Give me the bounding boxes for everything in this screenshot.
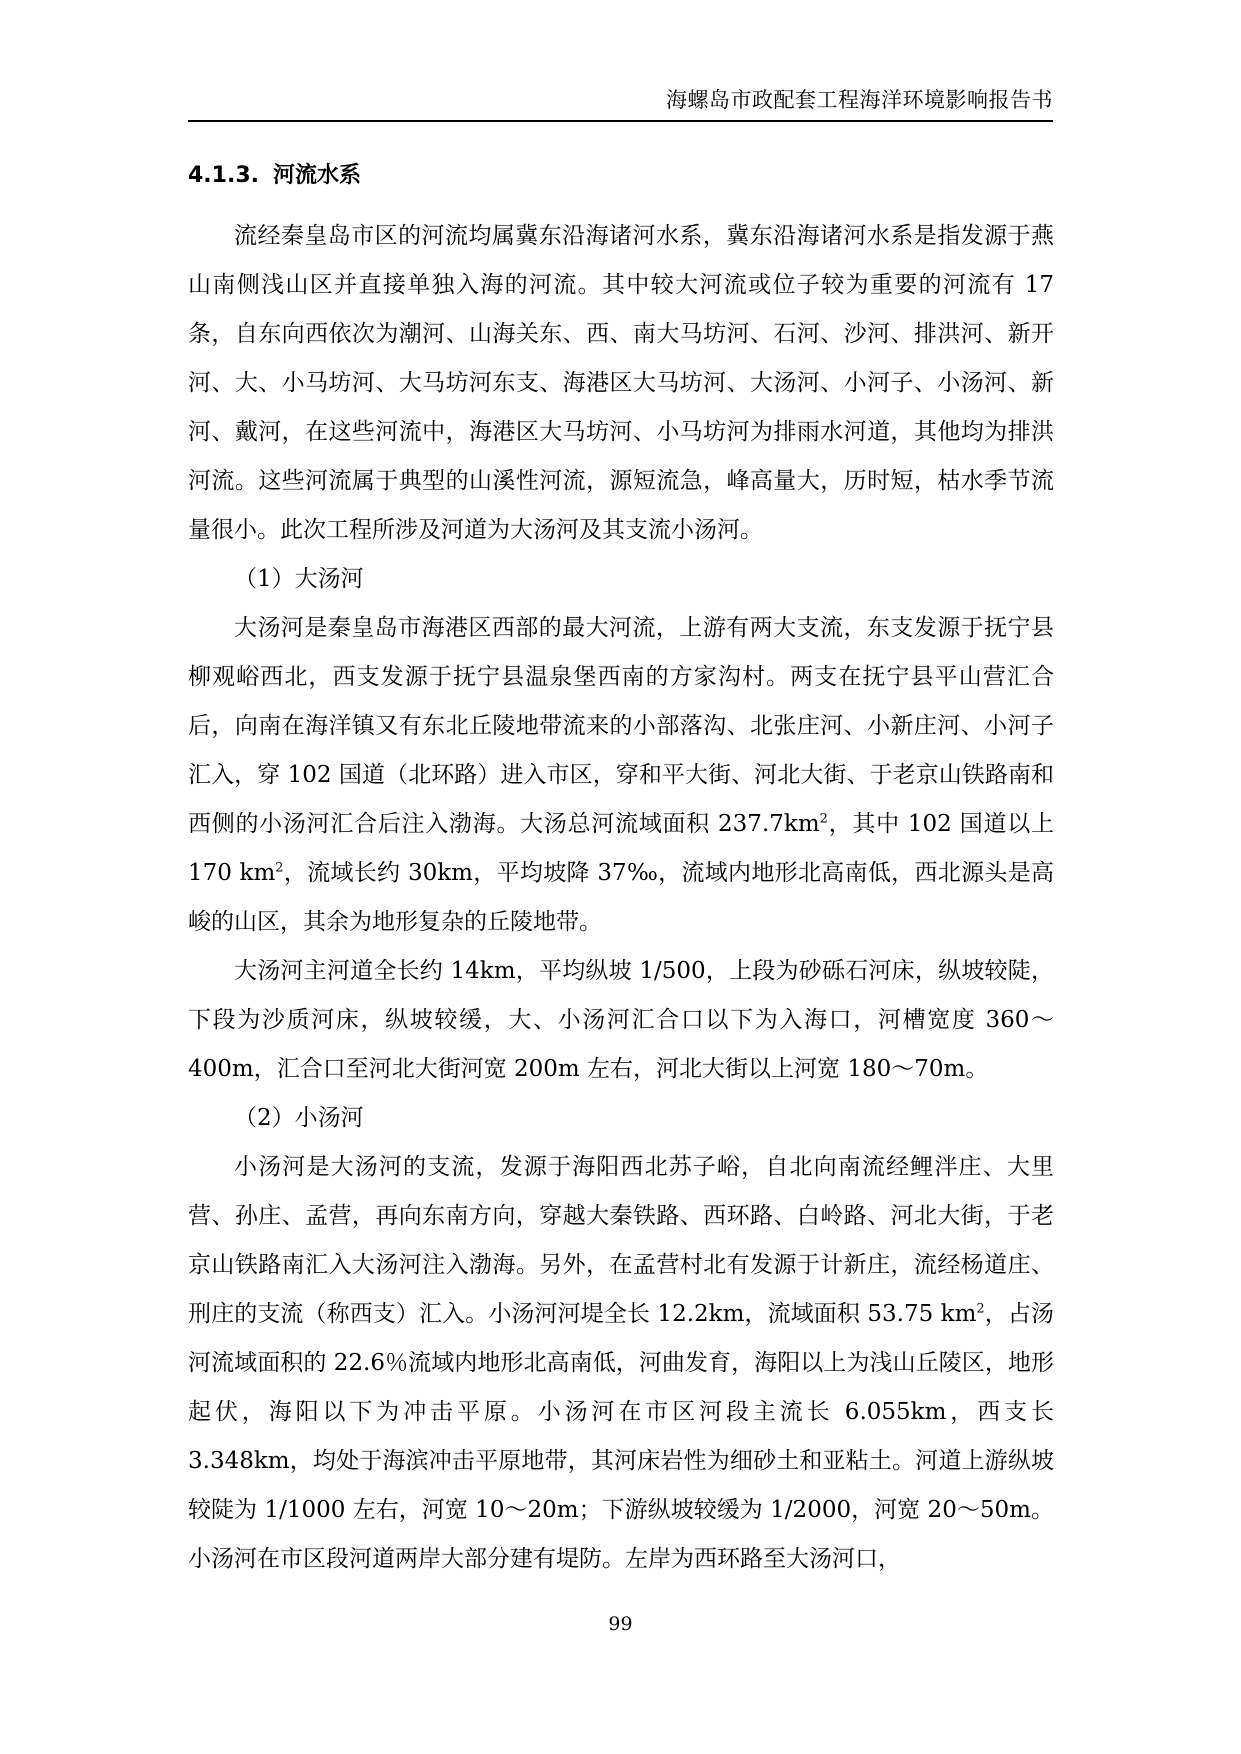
paragraph-river-system-overview: 流经秦皇岛市区的河流均属冀东沿海诸河水系，冀东沿海诸河水系是指发源于燕山南侧浅山区并直接单独入海的河流。其中较大河流或位子较为重要的河流有 17 条，自东向西依次为潮河、山海关东、西、南大马坊河、石河、沙河、排洪河、新开河、大、小马坊河、大马坊河东支、海港区大马坊河、大汤河、小河子、小汤河、新河、戴河，在这些河流中，海港区大马坊河、小马坊河为排雨水河道，其他均为排洪河流。这些河流属于典型的山溪性河流，源短流急，峰高量大，历时短，枯水季节流量很小。此次工程所涉及河道为大汤河及其支流小汤河。: [188, 223, 1054, 543]
subheading-xiaotang-river: （2）小汤河: [234, 1105, 364, 1131]
page-number: 99: [608, 1613, 633, 1635]
section-title: 河流水系: [273, 163, 362, 188]
superscript: 2: [275, 860, 284, 876]
text-segment: 大汤河是秦皇岛市海港区西部的最大河流，上游有两大支流，东支发源于抚宁县柳观峪西北，西支发源于抚宁县温泉堡西南的方家沟村。两支在抚宁县平山营汇合后，向南在海洋镇又有东北丘陵地带流来的小部落沟、北张庄河、小新庄河、小河子汇入，穿 102 国道（北环路）进入市区，穿和平大街、河北大街、于老京山铁路南和西侧的小汤河汇合后注入渤海。大汤总河流域面积 237.7km: [188, 615, 1054, 837]
superscript: 2: [819, 811, 828, 827]
superscript: 2: [976, 1301, 985, 1317]
section-heading: [188, 152, 1054, 200]
page-content: [188, 152, 1054, 1584]
paragraph-xiaotang-river-description: [188, 1143, 1054, 1584]
text-segment: ，流域长约 30km，平均坡降 37‰，流域内地形北高南低，西北源头是高峻的山区，其余为地形复杂的丘陵地带。: [188, 860, 1054, 935]
running-header: [188, 84, 1053, 122]
text-segment: ，其中 102 国道以上 170 km: [188, 811, 1054, 886]
paragraph-datang-river-channel: 大汤河主河道全长约 14km，平均纵坡 1/500，上段为砂砾石河床，纵坡较陡，下段为沙质河床，纵坡较缓，大、小汤河汇合口以下为入海口，河槽宽度 360～400m，汇合口至河北大街河宽 200m 左右，河北大街以上河宽 180～70m。: [188, 958, 1054, 1082]
paragraph-datang-river-description: [188, 604, 1054, 947]
section-number: 4.1.3.: [188, 163, 259, 188]
header-title: 海螺岛市政配套工程海洋环境影响报告书: [666, 88, 1053, 112]
text-segment: ，占汤河流域面积的 22.6％流域内地形北高南低，河曲发育，海阳以上为浅山丘陵区，地形起伏，海阳以下为冲击平原。小汤河在市区河段主流长 6.055km，西支长 3.348km，均处于海滨冲击平原地带，其河床岩性为细砂土和亚粘土。河道上游纵坡较陡为 1/1000 左右，河宽 10～20m；下游纵坡较缓为 1/2000，河宽 20～50m。小汤河在市区段河道两岸大部分建有堤防。左岸为西环路至大汤河口，: [188, 1301, 1055, 1572]
text-segment: 小汤河是大汤河的支流，发源于海阳西北苏子峪，自北向南流经鲤泮庄、大里营、孙庄、孟营，再向东南方向，穿越大秦铁路、西环路、白岭路、河北大街，于老京山铁路南汇入大汤河注入渤海。另外，在孟营村北有发源于计新庄，流经杨道庄、刑庄的支流（称西支）汇入。小汤河河堤全长 12.2km，流域面积 53.75 km: [188, 1154, 1054, 1327]
subheading-datang-river: （1）大汤河: [234, 566, 364, 592]
page-footer: [0, 1612, 1241, 1636]
